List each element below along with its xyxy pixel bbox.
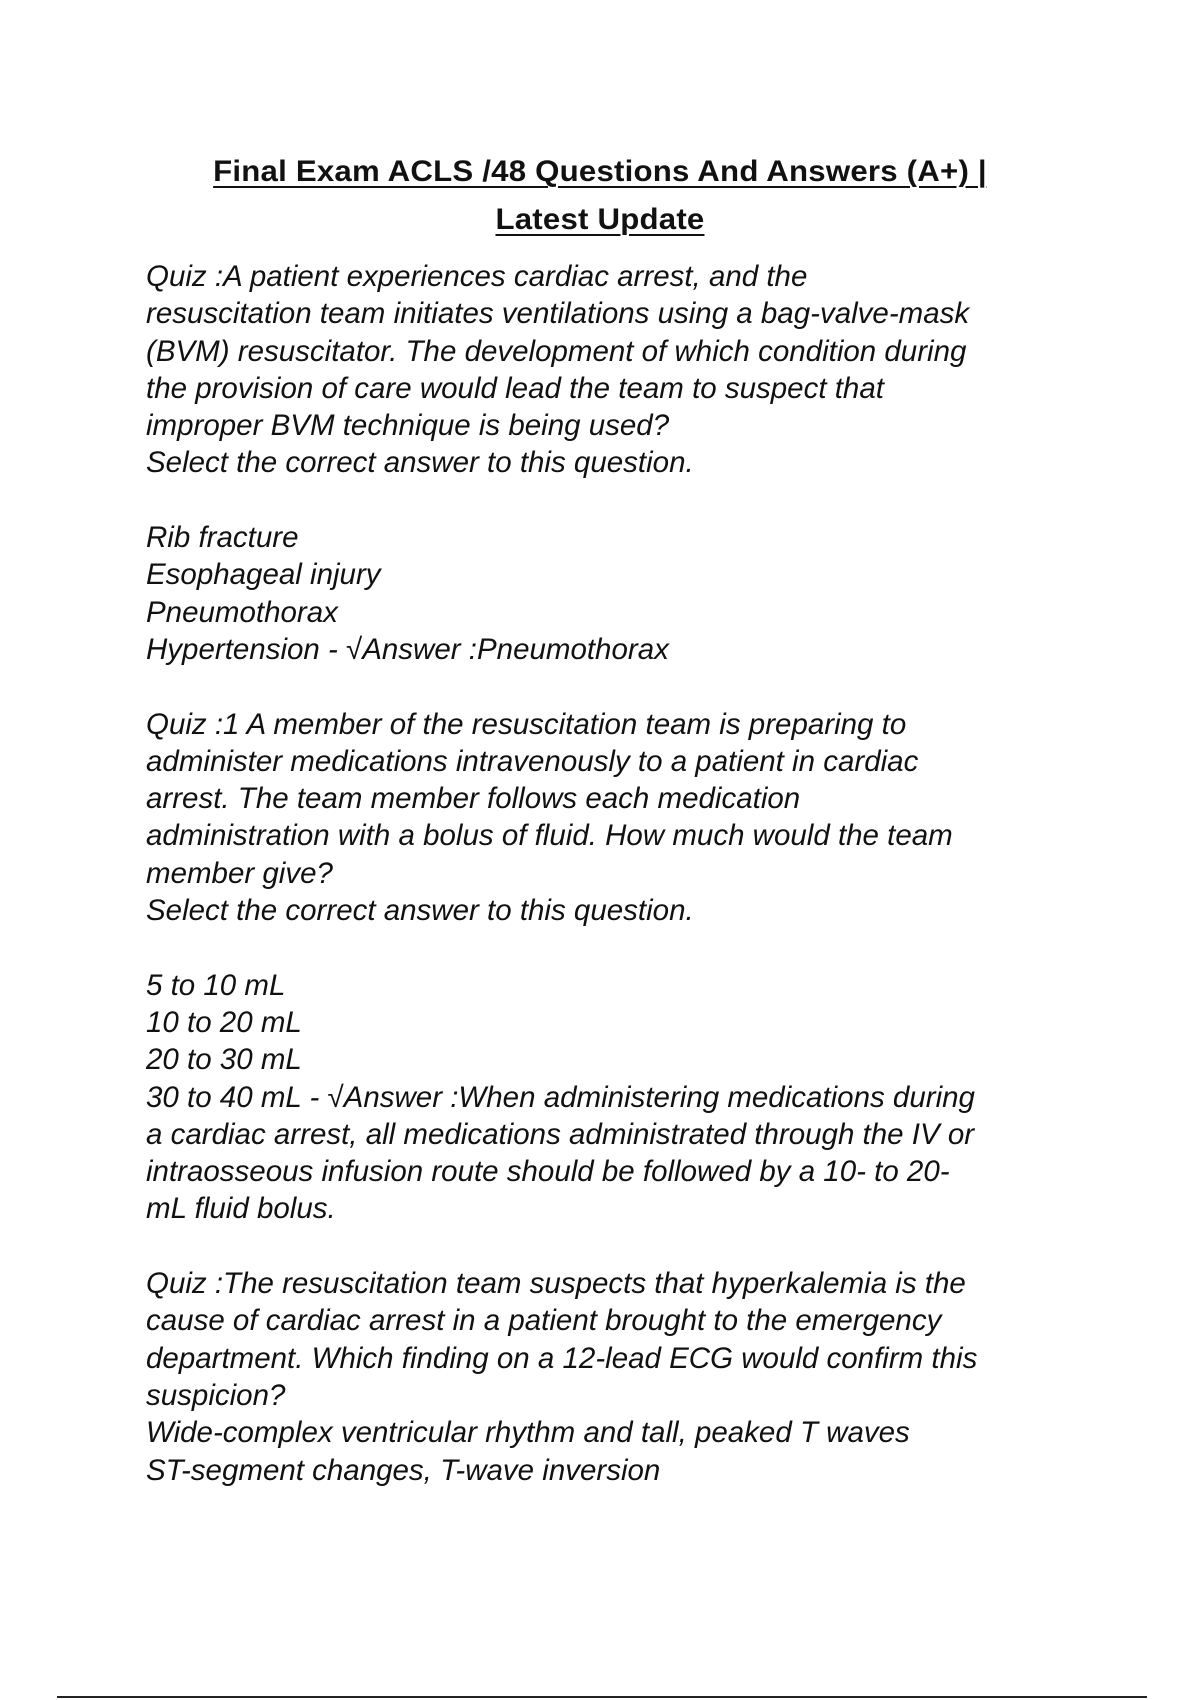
- page-bottom-divider: [57, 1696, 1147, 1698]
- prompt-line: Quiz :A patient experiences cardiac arrest, and the: [146, 260, 808, 293]
- prompt-line: Quiz :1 A member of the resuscitation team is preparing to: [146, 707, 907, 741]
- document-title: [80, 148, 1120, 244]
- title-line-1: Final Exam ACLS /48 Questions And Answers (A+) |: [213, 155, 987, 188]
- prompt-line: member give?: [146, 856, 333, 890]
- answer-option-with-answer: Hypertension - √Answer :Pneumothorax: [146, 632, 669, 666]
- prompt-line: suspicion?: [146, 1378, 286, 1412]
- prompt-line: (BVM) resuscitator. The development of which condition during: [146, 334, 967, 368]
- answer-options: [146, 519, 1086, 668]
- question-block: [146, 706, 1086, 1228]
- prompt-line: cause of cardiac arrest in a patient brought to the emergency: [146, 1304, 942, 1338]
- question-prompt: [146, 258, 1086, 482]
- prompt-line: arrest. The team member follows each medication: [146, 782, 801, 816]
- answer-options: [146, 967, 1086, 1228]
- instruction-line: Select the correct answer to this question.: [146, 446, 694, 480]
- answer-explanation-line: intraosseous infusion route should be followed by a 10- to 20-: [146, 1155, 950, 1189]
- answer-option: Esophageal injury: [146, 558, 381, 592]
- answer-option: Rib fracture: [146, 521, 299, 555]
- answer-options: [146, 1414, 1086, 1489]
- title-line-2: Latest Update: [495, 203, 705, 236]
- answer-option: 20 to 30 mL: [146, 1043, 302, 1077]
- spacer: [146, 1228, 1086, 1265]
- prompt-line: department. Which finding on a 12-lead ECG would confirm this: [146, 1341, 978, 1375]
- spacer: [146, 482, 1086, 519]
- spacer: [146, 668, 1086, 705]
- question-block: [146, 258, 1086, 668]
- answer-option: 5 to 10 mL: [146, 968, 286, 1002]
- answer-explanation-line: mL fluid bolus.: [146, 1192, 336, 1226]
- answer-option: Wide-complex ventricular rhythm and tall, peaked T waves: [146, 1416, 910, 1450]
- document-body: [146, 258, 1086, 1489]
- question-prompt: [146, 1265, 1086, 1414]
- answer-explanation-line: a cardiac arrest, all medications administrated through the IV or: [146, 1117, 975, 1151]
- prompt-line: resuscitation team initiates ventilations using a bag-valve-mask: [146, 297, 970, 331]
- prompt-line: the provision of care would lead the team to suspect that: [146, 371, 884, 405]
- answer-option: ST-segment changes, T-wave inversion: [146, 1453, 661, 1487]
- instruction-line: Select the correct answer to this question.: [146, 894, 694, 928]
- prompt-line: administration with a bolus of fluid. How much would the team: [146, 819, 953, 853]
- question-prompt: [146, 706, 1086, 930]
- answer-option-with-answer: 30 to 40 mL - √Answer :When administering medications during: [146, 1080, 975, 1114]
- question-block: [146, 1265, 1086, 1489]
- spacer: [146, 929, 1086, 966]
- prompt-line: administer medications intravenously to a patient in cardiac: [146, 744, 919, 778]
- answer-option: Pneumothorax: [146, 595, 338, 629]
- prompt-line: improper BVM technique is being used?: [146, 409, 670, 443]
- answer-option: 10 to 20 mL: [146, 1005, 302, 1039]
- prompt-line: Quiz :The resuscitation team suspects that hyperkalemia is the: [146, 1267, 966, 1301]
